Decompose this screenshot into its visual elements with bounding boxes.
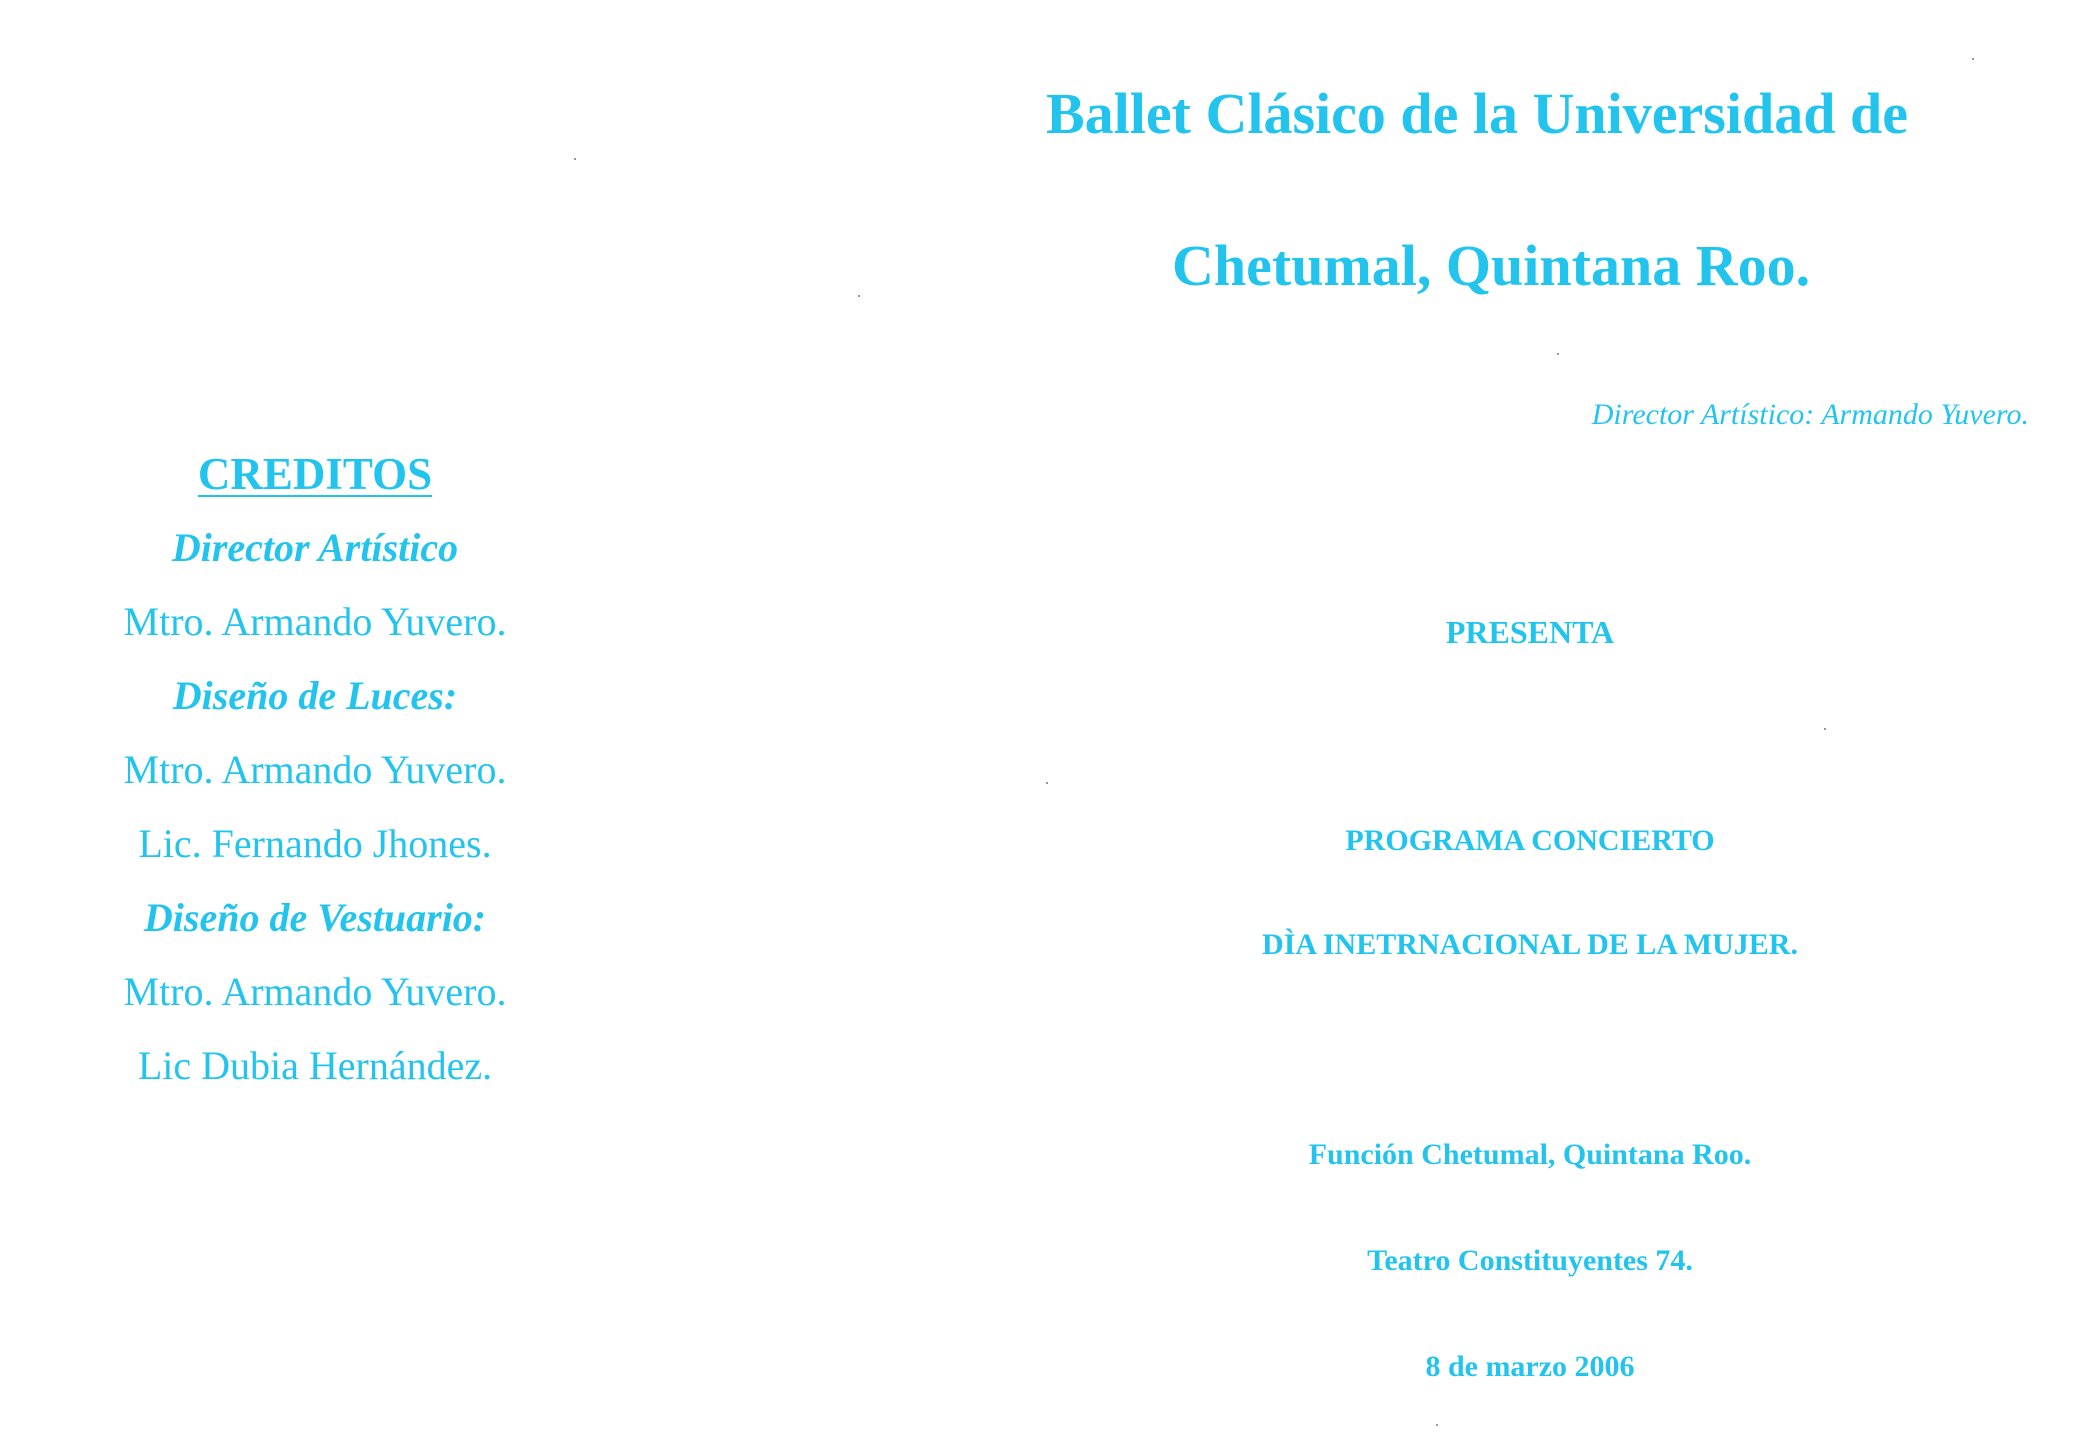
scan-speck xyxy=(1972,58,1974,60)
venue-city: Función Chetumal, Quintana Roo. xyxy=(1308,1138,1752,1171)
credits-panel xyxy=(0,0,630,1432)
scan-speck xyxy=(1824,728,1826,730)
scan-speck xyxy=(1046,782,1048,784)
credit-role-costume: Diseño de Vestuario: xyxy=(143,895,487,940)
credit-role-lighting: Diseño de Luces: xyxy=(172,673,458,718)
title-line-2: Chetumal, Quintana Roo. xyxy=(1172,233,1811,298)
program-title-line-2: DÌA INETRNACIONAL DE LA MUJER. xyxy=(1262,928,1798,961)
scan-speck xyxy=(1436,1424,1438,1426)
credit-person: Lic. Fernando Jhones. xyxy=(138,821,492,866)
event-date: 8 de marzo 2006 xyxy=(1425,1350,1635,1383)
scan-speck xyxy=(858,295,860,297)
credit-person: Lic Dubia Hernández. xyxy=(137,1043,493,1088)
program-title-line-1: PROGRAMA CONCIERTO xyxy=(1345,824,1715,857)
scan-speck xyxy=(574,158,576,160)
credit-role-director: Director Artístico xyxy=(171,525,459,570)
credit-person: Mtro. Armando Yuvero. xyxy=(123,969,507,1014)
presenta-label: PRESENTA xyxy=(1445,614,1615,650)
title-line-1: Ballet Clásico de la Universidad de xyxy=(1046,81,1908,146)
credits-heading: CREDITOS xyxy=(197,449,433,499)
credit-person: Mtro. Armando Yuvero. xyxy=(123,747,507,792)
credit-person: Mtro. Armando Yuvero. xyxy=(123,599,507,644)
program-panel xyxy=(1000,0,2097,1432)
artistic-director-line: Director Artístico: Armando Yuvero. xyxy=(1591,398,2029,431)
scan-speck xyxy=(1557,353,1559,355)
venue-theater: Teatro Constituyentes 74. xyxy=(1367,1244,1693,1277)
